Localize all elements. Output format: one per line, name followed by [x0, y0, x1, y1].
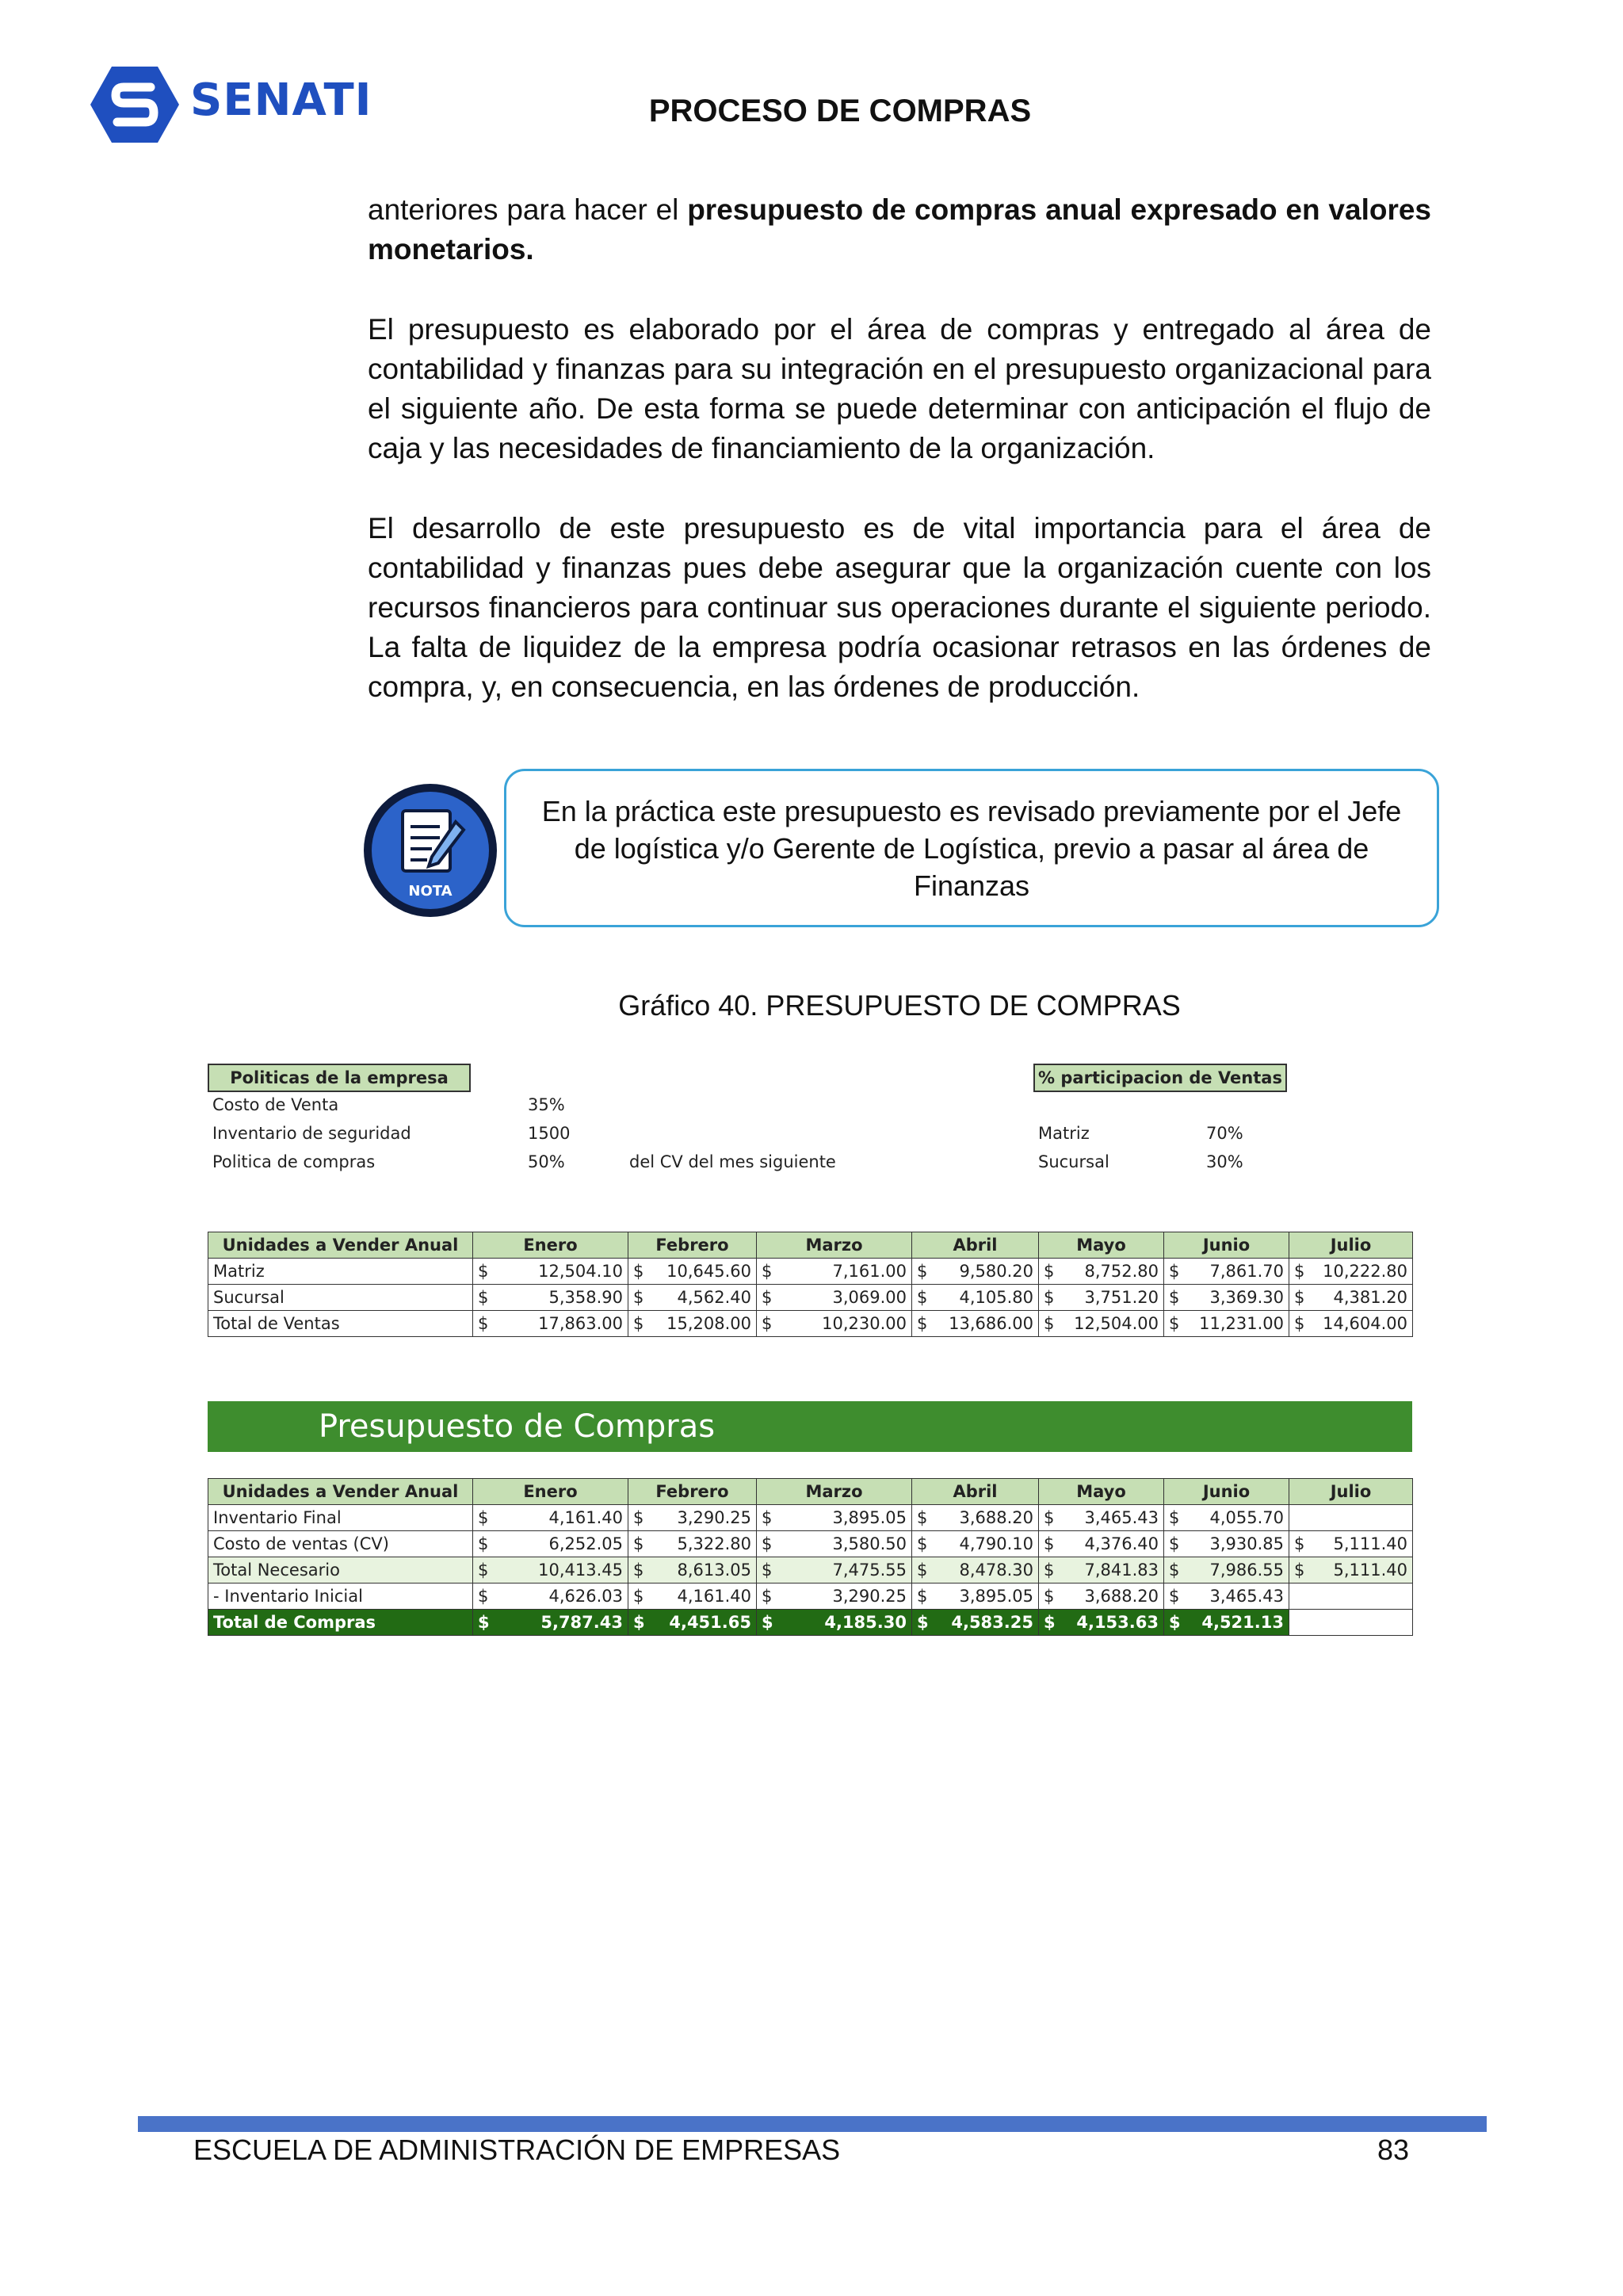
- row-label: Costo de ventas (CV): [208, 1531, 473, 1557]
- currency-symbol: $: [1044, 1262, 1055, 1281]
- cell-value: 4,521.13: [1201, 1613, 1284, 1632]
- cell-value: 5,358.90: [548, 1288, 623, 1307]
- page-number: 83: [1377, 2134, 1410, 2166]
- currency-symbol: $: [917, 1288, 928, 1307]
- value-cell: [628, 1557, 757, 1584]
- figure-caption: Gráfico 40. PRESUPUESTO DE COMPRAS: [618, 989, 1181, 1022]
- sales-share-title: % participacion de Ventas: [1033, 1064, 1287, 1092]
- table-row: [208, 1285, 1413, 1311]
- column-header: Febrero: [628, 1479, 757, 1505]
- value-cell: [1164, 1311, 1289, 1337]
- cell-value: 7,841.83: [1084, 1561, 1159, 1580]
- column-header: Junio: [1164, 1479, 1289, 1505]
- policy-note: del CV del mes siguiente: [629, 1152, 836, 1171]
- column-header: Julio: [1289, 1479, 1413, 1505]
- purchase-table-body: [208, 1505, 1413, 1636]
- column-header: Enero: [473, 1479, 628, 1505]
- column-header: Febrero: [628, 1232, 757, 1259]
- paragraph-1: [368, 190, 1431, 269]
- purchase-table: [208, 1478, 1413, 1636]
- value-cell: [1164, 1610, 1289, 1636]
- value-cell: [1039, 1505, 1164, 1531]
- senati-logo: [89, 63, 374, 146]
- currency-symbol: $: [917, 1508, 928, 1527]
- cell-value: 4,626.03: [548, 1587, 623, 1606]
- banner-title: Presupuesto de Compras: [318, 1408, 716, 1445]
- cell-value: 3,290.25: [832, 1587, 907, 1606]
- value-cell: [912, 1311, 1039, 1337]
- value-cell: [912, 1610, 1039, 1636]
- value-cell: [1164, 1531, 1289, 1557]
- currency-symbol: $: [1169, 1561, 1180, 1580]
- currency-symbol: $: [1169, 1534, 1180, 1553]
- cell-value: 8,613.05: [677, 1561, 751, 1580]
- value-cell: [1289, 1259, 1413, 1285]
- cell-value: 3,465.43: [1209, 1587, 1284, 1606]
- currency-symbol: $: [1044, 1561, 1055, 1580]
- currency-symbol: $: [1294, 1314, 1305, 1333]
- cell-value: 4,583.25: [951, 1613, 1033, 1632]
- currency-symbol: $: [762, 1561, 773, 1580]
- currency-symbol: $: [478, 1262, 489, 1281]
- row-label: Matriz: [208, 1259, 473, 1285]
- currency-symbol: $: [917, 1587, 928, 1606]
- paragraph-3: El desarrollo de este presupuesto es de vital importancia para el área de contabilidad y finanzas pues debe asegurar que la organización cuente con los recursos financieros para continuar sus operaciones durante el siguiente periodo. La falta de liquidez de la empresa podría ocasionar retrasos en las órdenes de compra, y, en consecuencia, en las órdenes de producción.: [368, 512, 1431, 703]
- value-cell: [473, 1531, 628, 1557]
- value-cell: [757, 1505, 912, 1531]
- currency-symbol: $: [917, 1561, 928, 1580]
- column-header: Enero: [473, 1232, 628, 1259]
- currency-symbol: $: [762, 1262, 773, 1281]
- currency-symbol: $: [633, 1262, 644, 1281]
- cell-value: 3,930.85: [1209, 1534, 1284, 1553]
- cell-value: 11,231.00: [1199, 1314, 1284, 1333]
- cell-value: 5,111.40: [1333, 1561, 1407, 1580]
- column-header: Mayo: [1039, 1232, 1164, 1259]
- value-cell: [1039, 1311, 1164, 1337]
- currency-symbol: $: [478, 1288, 489, 1307]
- value-cell: [1039, 1610, 1164, 1636]
- value-cell: [628, 1584, 757, 1610]
- cell-value: 10,230.00: [822, 1314, 907, 1333]
- sales-header-row: [208, 1232, 1413, 1259]
- currency-symbol: $: [478, 1587, 489, 1606]
- currency-symbol: $: [478, 1613, 490, 1632]
- table-row: [208, 1311, 1413, 1337]
- note-box: [504, 769, 1439, 927]
- note-icon: [359, 781, 502, 919]
- currency-symbol: $: [1294, 1561, 1305, 1580]
- column-header: Marzo: [757, 1232, 912, 1259]
- column-header: Julio: [1289, 1232, 1413, 1259]
- cell-value: 8,752.80: [1084, 1262, 1159, 1281]
- cell-value: 6,252.05: [548, 1534, 623, 1553]
- sales-share-label: Sucursal: [1038, 1152, 1109, 1171]
- cell-value: 4,562.40: [677, 1288, 751, 1307]
- sales-table-body: [208, 1259, 1413, 1337]
- row-label: Total de Ventas: [208, 1311, 473, 1337]
- cell-value: 3,751.20: [1084, 1288, 1159, 1307]
- currency-symbol: $: [1294, 1534, 1305, 1553]
- value-cell: [628, 1610, 757, 1636]
- note-text: En la práctica este presupuesto es revisado previamente por el Jefe de logística y/o Gerente de Logística, previo a pasar al área de Finanzas: [541, 794, 1402, 902]
- value-cell: [757, 1610, 912, 1636]
- cell-value: 4,105.80: [959, 1288, 1033, 1307]
- cell-value: 4,185.30: [824, 1613, 907, 1632]
- value-cell: [757, 1557, 912, 1584]
- value-cell: [628, 1505, 757, 1531]
- currency-symbol: $: [917, 1613, 929, 1632]
- currency-symbol: $: [762, 1587, 773, 1606]
- row-label: Total de Compras: [208, 1610, 473, 1636]
- currency-symbol: $: [1169, 1262, 1180, 1281]
- currency-symbol: $: [478, 1534, 489, 1553]
- purchase-budget-banner: [208, 1401, 1412, 1452]
- policies-title: Politicas de la empresa: [208, 1064, 471, 1092]
- cell-value: 14,604.00: [1323, 1314, 1407, 1333]
- row-label: - Inventario Inicial: [208, 1584, 473, 1610]
- cell-value: 4,376.40: [1084, 1534, 1159, 1553]
- cell-value: 8,478.30: [959, 1561, 1033, 1580]
- value-cell: [628, 1259, 757, 1285]
- currency-symbol: $: [633, 1314, 644, 1333]
- table-row: [208, 1505, 1413, 1531]
- value-cell: [912, 1584, 1039, 1610]
- value-cell: [757, 1311, 912, 1337]
- value-cell: [628, 1531, 757, 1557]
- row-label: Inventario Final: [208, 1505, 473, 1531]
- policy-value: 1500: [528, 1124, 571, 1143]
- document-title: PROCESO DE COMPRAS: [648, 94, 1032, 128]
- currency-symbol: $: [1169, 1288, 1180, 1307]
- currency-symbol: $: [1169, 1314, 1180, 1333]
- currency-symbol: $: [1044, 1288, 1055, 1307]
- sales-share-value: 70%: [1206, 1124, 1243, 1143]
- cell-value: 7,161.00: [832, 1262, 907, 1281]
- footer-school: ESCUELA DE ADMINISTRACIÓN DE EMPRESAS: [193, 2134, 841, 2166]
- value-cell: [912, 1285, 1039, 1311]
- cell-value: 4,161.40: [677, 1587, 751, 1606]
- currency-symbol: $: [1044, 1314, 1055, 1333]
- cell-value: 7,861.70: [1209, 1262, 1284, 1281]
- currency-symbol: $: [917, 1534, 928, 1553]
- cell-value: 3,465.43: [1084, 1508, 1159, 1527]
- senati-logo-icon: [89, 63, 181, 146]
- currency-symbol: $: [633, 1288, 644, 1307]
- column-header: Abril: [912, 1479, 1039, 1505]
- currency-symbol: $: [1044, 1613, 1056, 1632]
- currency-symbol: $: [633, 1534, 644, 1553]
- value-cell: [757, 1285, 912, 1311]
- currency-symbol: $: [1044, 1534, 1055, 1553]
- cell-value: 4,055.70: [1209, 1508, 1284, 1527]
- value-cell: [1164, 1285, 1289, 1311]
- value-cell: [473, 1259, 628, 1285]
- currency-symbol: $: [478, 1561, 489, 1580]
- value-cell: [1164, 1505, 1289, 1531]
- cell-value: 4,451.65: [669, 1613, 751, 1632]
- cell-value: 3,290.25: [677, 1508, 751, 1527]
- currency-symbol: $: [1169, 1508, 1180, 1527]
- paragraph-1-bold: presupuesto de compras anual expresado en valores monetarios.: [368, 193, 1431, 266]
- value-cell: [1164, 1584, 1289, 1610]
- value-cell: [1039, 1531, 1164, 1557]
- cell-value: 17,863.00: [538, 1314, 623, 1333]
- cell-value: 5,787.43: [540, 1613, 623, 1632]
- empty-cell: [1289, 1610, 1413, 1636]
- cell-value: 4,161.40: [548, 1508, 623, 1527]
- cell-value: 10,222.80: [1323, 1262, 1407, 1281]
- sales-share-value: 30%: [1206, 1152, 1243, 1171]
- cell-value: 3,688.20: [959, 1508, 1033, 1527]
- purchase-header-row: [208, 1479, 1413, 1505]
- cell-value: 3,895.05: [832, 1508, 907, 1527]
- sales-table: [208, 1232, 1413, 1337]
- cell-value: 4,381.20: [1333, 1288, 1407, 1307]
- currency-symbol: $: [633, 1508, 644, 1527]
- cell-value: 3,580.50: [832, 1534, 907, 1553]
- row-label: Sucursal: [208, 1285, 473, 1311]
- column-header: Abril: [912, 1232, 1039, 1259]
- currency-symbol: $: [917, 1262, 928, 1281]
- cell-value: 3,069.00: [832, 1288, 907, 1307]
- currency-symbol: $: [1044, 1587, 1055, 1606]
- cell-value: 4,790.10: [959, 1534, 1033, 1553]
- cell-value: 12,504.00: [1074, 1314, 1159, 1333]
- currency-symbol: $: [633, 1613, 645, 1632]
- currency-symbol: $: [1294, 1262, 1305, 1281]
- currency-symbol: $: [633, 1561, 644, 1580]
- value-cell: [1164, 1557, 1289, 1584]
- policy-label: Costo de Venta: [212, 1095, 339, 1114]
- cell-value: 4,153.63: [1076, 1613, 1159, 1632]
- table-row: [208, 1584, 1413, 1610]
- table-row: [208, 1531, 1413, 1557]
- logo-wordmark: SENATI: [190, 74, 372, 126]
- value-cell: [1039, 1557, 1164, 1584]
- value-cell: [1164, 1259, 1289, 1285]
- value-cell: [473, 1505, 628, 1531]
- empty-cell: [1289, 1505, 1413, 1531]
- note-icon-label: NOTA: [408, 883, 453, 900]
- value-cell: [628, 1285, 757, 1311]
- currency-symbol: $: [762, 1288, 773, 1307]
- policy-value: 50%: [528, 1152, 565, 1171]
- currency-symbol: $: [1294, 1288, 1305, 1307]
- currency-symbol: $: [762, 1613, 773, 1632]
- column-header: Unidades a Vender Anual: [208, 1479, 473, 1505]
- value-cell: [473, 1311, 628, 1337]
- cell-value: 10,413.45: [538, 1561, 623, 1580]
- value-cell: [1289, 1531, 1413, 1557]
- currency-symbol: $: [1169, 1587, 1180, 1606]
- policy-label: Inventario de seguridad: [212, 1124, 411, 1143]
- value-cell: [473, 1610, 628, 1636]
- value-cell: [912, 1557, 1039, 1584]
- value-cell: [473, 1285, 628, 1311]
- cell-value: 15,208.00: [666, 1314, 751, 1333]
- cell-value: 7,986.55: [1209, 1561, 1284, 1580]
- value-cell: [757, 1584, 912, 1610]
- value-cell: [757, 1259, 912, 1285]
- cell-value: 10,645.60: [666, 1262, 751, 1281]
- column-header: Marzo: [757, 1479, 912, 1505]
- value-cell: [1039, 1259, 1164, 1285]
- cell-value: 5,322.80: [677, 1534, 751, 1553]
- cell-value: 3,895.05: [959, 1587, 1033, 1606]
- currency-symbol: $: [633, 1587, 644, 1606]
- currency-symbol: $: [478, 1508, 489, 1527]
- cell-value: 3,369.30: [1209, 1288, 1284, 1307]
- value-cell: [1289, 1311, 1413, 1337]
- paragraph-1-text: anteriores para hacer el: [368, 193, 688, 226]
- currency-symbol: $: [762, 1508, 773, 1527]
- table-row: [208, 1259, 1413, 1285]
- value-cell: [757, 1531, 912, 1557]
- value-cell: [628, 1311, 757, 1337]
- empty-cell: [1289, 1584, 1413, 1610]
- currency-symbol: $: [1169, 1613, 1181, 1632]
- table-row: [208, 1557, 1413, 1584]
- cell-value: 5,111.40: [1333, 1534, 1407, 1553]
- cell-value: 13,686.00: [949, 1314, 1033, 1333]
- currency-symbol: $: [917, 1314, 928, 1333]
- column-header: Junio: [1164, 1232, 1289, 1259]
- value-cell: [912, 1531, 1039, 1557]
- column-header: Unidades a Vender Anual: [208, 1232, 473, 1259]
- column-header: Mayo: [1039, 1479, 1164, 1505]
- currency-symbol: $: [762, 1534, 773, 1553]
- value-cell: [1039, 1584, 1164, 1610]
- row-label: Total Necesario: [208, 1557, 473, 1584]
- value-cell: [1289, 1285, 1413, 1311]
- sales-share-label: Matriz: [1038, 1124, 1090, 1143]
- value-cell: [1289, 1557, 1413, 1584]
- value-cell: [473, 1584, 628, 1610]
- policy-value: 35%: [528, 1095, 565, 1114]
- cell-value: 9,580.20: [959, 1262, 1033, 1281]
- value-cell: [1039, 1285, 1164, 1311]
- currency-symbol: $: [762, 1314, 773, 1333]
- value-cell: [912, 1259, 1039, 1285]
- policy-label: Politica de compras: [212, 1152, 376, 1171]
- cell-value: 3,688.20: [1084, 1587, 1159, 1606]
- cell-value: 7,475.55: [832, 1561, 907, 1580]
- value-cell: [473, 1557, 628, 1584]
- currency-symbol: $: [1044, 1508, 1055, 1527]
- currency-symbol: $: [478, 1314, 489, 1333]
- cell-value: 12,504.10: [538, 1262, 623, 1281]
- value-cell: [912, 1505, 1039, 1531]
- table-row: [208, 1610, 1413, 1636]
- footer-bar: [138, 2116, 1487, 2132]
- paragraph-2: El presupuesto es elaborado por el área de compras y entregado al área de contabilidad y finanzas para su integración en el presupuesto organizacional para el siguiente año. De esta forma se puede determinar con anticipación el flujo de caja y las necesidades de financiamiento de la organización.: [368, 313, 1431, 464]
